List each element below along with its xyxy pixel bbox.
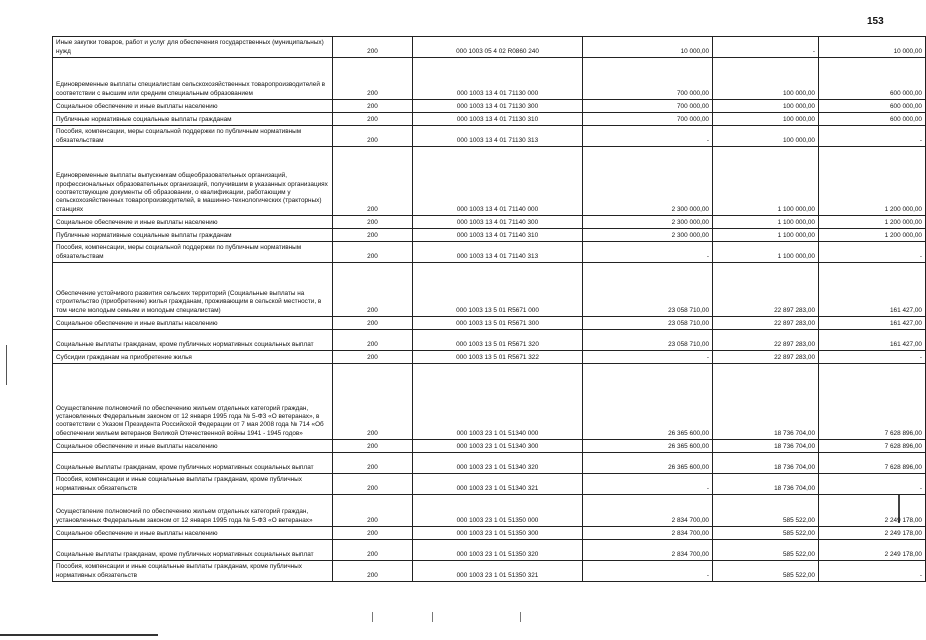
row-line-code: 200	[333, 229, 413, 242]
table-row	[53, 495, 926, 527]
row-line-code: 200	[333, 263, 413, 317]
table-row	[53, 229, 926, 242]
table-row	[53, 364, 926, 440]
row-classification-code: 000 1003 13 4 01 71140 000	[413, 147, 583, 216]
row-unexecuted-amount: 2 249 178,00	[819, 495, 926, 527]
row-unexecuted-amount: 2 249 178,00	[819, 527, 926, 540]
row-name: Иные закупки товаров, работ и услуг для обеспечения государственных (муниципальных) нужд	[53, 37, 333, 58]
table-row	[53, 561, 926, 582]
scan-artifact-left	[6, 345, 7, 385]
row-unexecuted-amount: 161 427,00	[819, 263, 926, 317]
row-classification-code: 000 1003 13 5 01 R5671 320	[413, 330, 583, 351]
row-name: Пособия, компенсации, меры социальной поддержки по публичным нормативным обязательствам	[53, 242, 333, 263]
row-name: Социальное обеспечение и иные выплаты населению	[53, 440, 333, 453]
row-executed-amount: 1 100 000,00	[713, 242, 819, 263]
row-classification-code: 000 1003 13 4 01 71130 313	[413, 126, 583, 147]
row-approved-amount: 2 834 700,00	[583, 495, 713, 527]
row-name: Пособия, компенсации и иные социальные выплаты гражданам, кроме публичных нормативных обязательств	[53, 474, 333, 495]
row-unexecuted-amount: 7 628 896,00	[819, 364, 926, 440]
row-classification-code: 000 1003 23 1 01 51350 320	[413, 540, 583, 561]
row-line-code: 200	[333, 495, 413, 527]
row-executed-amount: 585 522,00	[713, 561, 819, 582]
row-unexecuted-amount: 600 000,00	[819, 100, 926, 113]
row-approved-amount: 700 000,00	[583, 113, 713, 126]
row-unexecuted-amount: -	[819, 474, 926, 495]
row-unexecuted-amount: 10 000,00	[819, 37, 926, 58]
row-approved-amount: -	[583, 242, 713, 263]
row-classification-code: 000 1003 23 1 01 51340 320	[413, 453, 583, 474]
table-row	[53, 126, 926, 147]
row-executed-amount: 100 000,00	[713, 126, 819, 147]
row-executed-amount: 22 897 283,00	[713, 317, 819, 330]
row-unexecuted-amount: -	[819, 561, 926, 582]
row-unexecuted-amount: 600 000,00	[819, 58, 926, 100]
row-name: Публичные нормативные социальные выплаты гражданам	[53, 229, 333, 242]
row-name: Пособия, компенсации, меры социальной поддержки по публичным нормативным обязательствам	[53, 126, 333, 147]
row-name: Социальное обеспечение и иные выплаты населению	[53, 216, 333, 229]
row-name: Осуществление полномочий по обеспечению жильем отдельных категорий граждан, установленных Федеральным законом от 12 января 1995 года № 5-ФЗ «О ветеранах»	[53, 495, 333, 527]
row-name: Социальное обеспечение и иные выплаты населению	[53, 100, 333, 113]
row-executed-amount: 100 000,00	[713, 58, 819, 100]
table-row	[53, 100, 926, 113]
row-line-code: 200	[333, 113, 413, 126]
row-name: Единовременные выплаты выпускникам общеобразовательных организаций, профессиональных образовательных организаций, получившим в указанных организациях соответствующие документы об образовании, о квалификации, работающим у сельскохозяйственных товаропроизводителей, в машинно-технологических (тракторных) станциях	[53, 147, 333, 216]
row-executed-amount: 585 522,00	[713, 527, 819, 540]
row-executed-amount: 18 736 704,00	[713, 453, 819, 474]
page-number: 153	[867, 16, 884, 27]
row-executed-amount: 1 100 000,00	[713, 229, 819, 242]
table-row	[53, 317, 926, 330]
row-approved-amount: 2 300 000,00	[583, 229, 713, 242]
row-executed-amount: 18 736 704,00	[713, 440, 819, 453]
row-line-code: 200	[333, 351, 413, 364]
row-executed-amount: 18 736 704,00	[713, 474, 819, 495]
row-line-code: 200	[333, 126, 413, 147]
row-approved-amount: 23 058 710,00	[583, 317, 713, 330]
row-line-code: 200	[333, 440, 413, 453]
row-unexecuted-amount: -	[819, 126, 926, 147]
row-classification-code: 000 1003 13 4 01 71130 000	[413, 58, 583, 100]
row-unexecuted-amount: -	[819, 351, 926, 364]
row-unexecuted-amount: 7 628 896,00	[819, 440, 926, 453]
row-unexecuted-amount: 2 249 178,00	[819, 540, 926, 561]
row-line-code: 200	[333, 242, 413, 263]
row-name: Пособия, компенсации и иные социальные выплаты гражданам, кроме публичных нормативных обязательств	[53, 561, 333, 582]
row-classification-code: 000 1003 05 4 02 R0860 240	[413, 37, 583, 58]
row-name: Социальные выплаты гражданам, кроме публичных нормативных социальных выплат	[53, 540, 333, 561]
table-row	[53, 263, 926, 317]
row-approved-amount: 2 300 000,00	[583, 147, 713, 216]
table-row	[53, 216, 926, 229]
row-line-code: 200	[333, 561, 413, 582]
table-row	[53, 330, 926, 351]
scan-artifact	[432, 612, 433, 622]
row-approved-amount: 26 365 600,00	[583, 364, 713, 440]
row-executed-amount: 22 897 283,00	[713, 351, 819, 364]
row-classification-code: 000 1003 23 1 01 51350 300	[413, 527, 583, 540]
table-row	[53, 147, 926, 216]
row-approved-amount: 700 000,00	[583, 100, 713, 113]
row-unexecuted-amount: 161 427,00	[819, 317, 926, 330]
row-line-code: 200	[333, 216, 413, 229]
row-executed-amount: 1 100 000,00	[713, 216, 819, 229]
row-approved-amount: 23 058 710,00	[583, 330, 713, 351]
row-name: Осуществление полномочий по обеспечению жильем отдельных категорий граждан, установленных Федеральным законом от 12 января 1995 года № 5-ФЗ «О ветеранах», в соответствии с Указом Президента Российской Федерации от 7 мая 2008 года № 714 «Об обеспечении жильем ветеранов Великой Отечественной войны 1941 - 1945 годов»	[53, 364, 333, 440]
table-row	[53, 242, 926, 263]
table-row	[53, 113, 926, 126]
row-line-code: 200	[333, 100, 413, 113]
row-unexecuted-amount: 1 200 000,00	[819, 229, 926, 242]
row-approved-amount: 700 000,00	[583, 58, 713, 100]
table-row	[53, 527, 926, 540]
row-approved-amount: -	[583, 474, 713, 495]
row-executed-amount: 585 522,00	[713, 495, 819, 527]
row-unexecuted-amount: 1 200 000,00	[819, 147, 926, 216]
row-executed-amount: 22 897 283,00	[713, 330, 819, 351]
row-approved-amount: 2 834 700,00	[583, 527, 713, 540]
row-approved-amount: 2 300 000,00	[583, 216, 713, 229]
row-unexecuted-amount: 1 200 000,00	[819, 216, 926, 229]
row-executed-amount: 100 000,00	[713, 100, 819, 113]
row-line-code: 200	[333, 453, 413, 474]
row-line-code: 200	[333, 474, 413, 495]
row-name: Субсидии гражданам на приобретение жилья	[53, 351, 333, 364]
row-unexecuted-amount: -	[819, 242, 926, 263]
row-name: Социальные выплаты гражданам, кроме публичных нормативных социальных выплат	[53, 330, 333, 351]
table-row	[53, 58, 926, 100]
row-line-code: 200	[333, 540, 413, 561]
row-name: Социальное обеспечение и иные выплаты населению	[53, 317, 333, 330]
row-name: Единовременные выплаты специалистам сельскохозяйственных товаропроизводителей в соответствии с высшим или средним специальным образованием	[53, 58, 333, 100]
budget-table-body	[53, 37, 926, 582]
row-classification-code: 000 1003 13 4 01 71140 300	[413, 216, 583, 229]
row-executed-amount: -	[713, 37, 819, 58]
row-classification-code: 000 1003 13 5 01 R5671 000	[413, 263, 583, 317]
row-classification-code: 000 1003 23 1 01 51340 300	[413, 440, 583, 453]
row-line-code: 200	[333, 330, 413, 351]
row-line-code: 200	[333, 364, 413, 440]
table-row	[53, 474, 926, 495]
row-approved-amount: 26 365 600,00	[583, 453, 713, 474]
table-row	[53, 440, 926, 453]
row-executed-amount: 585 522,00	[713, 540, 819, 561]
row-approved-amount: 23 058 710,00	[583, 263, 713, 317]
bottom-edge-line	[0, 634, 158, 636]
row-classification-code: 000 1003 13 4 01 71140 310	[413, 229, 583, 242]
table-row	[53, 540, 926, 561]
row-executed-amount: 100 000,00	[713, 113, 819, 126]
row-classification-code: 000 1003 13 4 01 71140 313	[413, 242, 583, 263]
table-row	[53, 453, 926, 474]
row-classification-code: 000 1003 23 1 01 51350 000	[413, 495, 583, 527]
row-line-code: 200	[333, 317, 413, 330]
row-classification-code: 000 1003 23 1 01 51350 321	[413, 561, 583, 582]
row-classification-code: 000 1003 23 1 01 51340 000	[413, 364, 583, 440]
row-classification-code: 000 1003 13 5 01 R5671 322	[413, 351, 583, 364]
row-unexecuted-amount: 7 628 896,00	[819, 453, 926, 474]
row-name: Социальное обеспечение и иные выплаты населению	[53, 527, 333, 540]
scan-artifact	[520, 612, 521, 622]
row-classification-code: 000 1003 13 4 01 71130 310	[413, 113, 583, 126]
row-unexecuted-amount: 161 427,00	[819, 330, 926, 351]
row-line-code: 200	[333, 527, 413, 540]
row-name: Публичные нормативные социальные выплаты гражданам	[53, 113, 333, 126]
scan-artifact	[372, 612, 373, 622]
table-row	[53, 351, 926, 364]
row-name: Обеспечение устойчивого развития сельских территорий (Социальные выплаты на строительство (приобретение) жилья гражданам, проживающим в сельской местности, в том числе молодым семьям и молодым специалистам)	[53, 263, 333, 317]
row-approved-amount: -	[583, 351, 713, 364]
row-approved-amount: 10 000,00	[583, 37, 713, 58]
row-approved-amount: 2 834 700,00	[583, 540, 713, 561]
budget-table	[52, 36, 926, 582]
row-name: Социальные выплаты гражданам, кроме публичных нормативных социальных выплат	[53, 453, 333, 474]
row-line-code: 200	[333, 58, 413, 100]
row-classification-code: 000 1003 13 5 01 R5671 300	[413, 317, 583, 330]
row-line-code: 200	[333, 147, 413, 216]
row-executed-amount: 1 100 000,00	[713, 147, 819, 216]
table-row	[53, 37, 926, 58]
row-approved-amount: -	[583, 126, 713, 147]
row-line-code: 200	[333, 37, 413, 58]
row-classification-code: 000 1003 23 1 01 51340 321	[413, 474, 583, 495]
row-executed-amount: 22 897 283,00	[713, 263, 819, 317]
row-executed-amount: 18 736 704,00	[713, 364, 819, 440]
row-approved-amount: -	[583, 561, 713, 582]
row-classification-code: 000 1003 13 4 01 71130 300	[413, 100, 583, 113]
row-approved-amount: 26 365 600,00	[583, 440, 713, 453]
row-unexecuted-amount: 600 000,00	[819, 113, 926, 126]
